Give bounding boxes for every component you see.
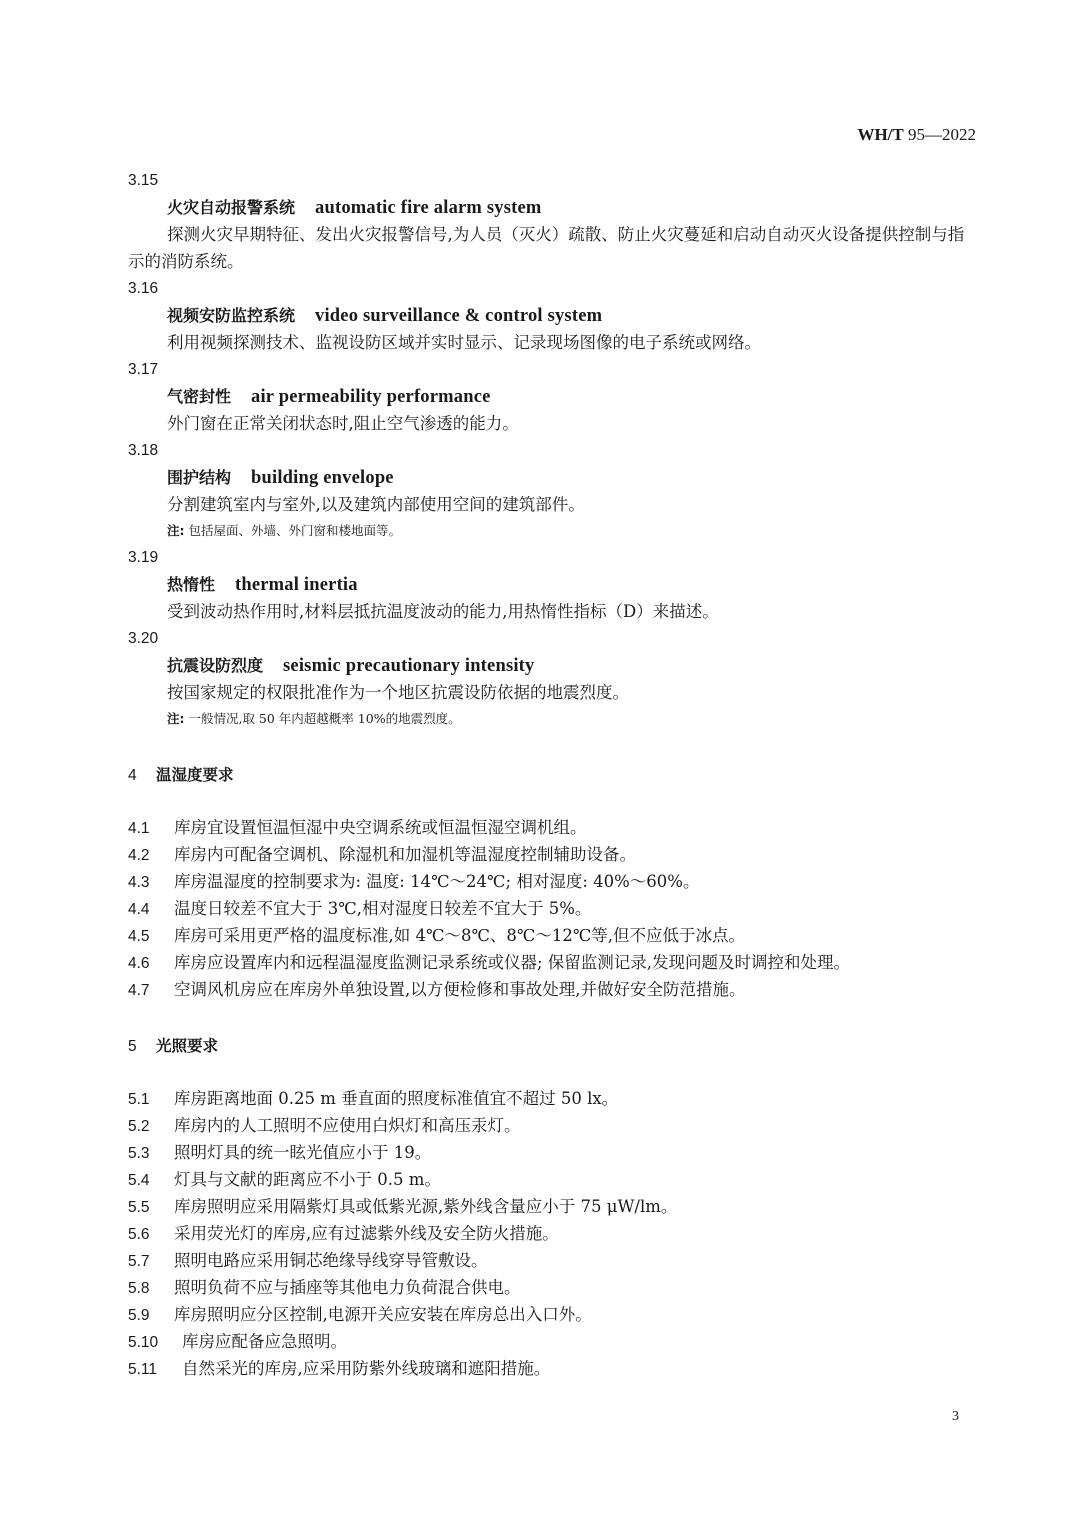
term-title-zh: 视频安防监控系统 bbox=[167, 306, 296, 325]
term-title-zh: 火灾自动报警系统 bbox=[167, 198, 296, 217]
clause-4-6 bbox=[128, 949, 980, 976]
clause-text: 库房宜设置恒温恒湿中央空调系统或恒温恒湿空调机组。 bbox=[174, 818, 587, 837]
page-number: 3 bbox=[952, 1409, 959, 1424]
term-title-en: automatic fire alarm system bbox=[315, 198, 542, 218]
clause-number: 4.2 bbox=[128, 847, 150, 864]
clause-text: 库房可采用更严格的温度标准,如 4℃～8℃、8℃～12℃等,但不应低于冰点。 bbox=[174, 926, 746, 945]
clause-number: 5.10 bbox=[128, 1334, 159, 1351]
clause-4-5 bbox=[128, 922, 980, 949]
term-entry bbox=[128, 356, 980, 437]
clause-number: 5.9 bbox=[128, 1307, 150, 1324]
clause-text: 库房内可配备空调机、除湿机和加湿机等温湿度控制辅助设备。 bbox=[174, 845, 636, 864]
clause-text: 采用荧光灯的库房,应有过滤紫外线及安全防火措施。 bbox=[174, 1224, 559, 1243]
term-definition: 外门窗在正常关闭状态时,阻止空气渗透的能力。 bbox=[167, 414, 519, 433]
clause-number: 4.4 bbox=[128, 901, 150, 918]
term-title-zh: 围护结构 bbox=[167, 468, 232, 487]
term-title-en: video surveillance & control system bbox=[315, 306, 603, 326]
section-heading-4 bbox=[128, 762, 980, 789]
document-body bbox=[128, 167, 980, 1382]
standard-prefix: WH/T bbox=[857, 125, 904, 144]
clause-text: 库房温湿度的控制要求为: 温度: 14℃～24℃; 相对湿度: 40%～60%。 bbox=[174, 872, 700, 891]
clause-5-6 bbox=[128, 1220, 980, 1247]
term-title bbox=[167, 571, 980, 598]
clause-4-4 bbox=[128, 895, 980, 922]
standard-number: 95—2022 bbox=[903, 125, 976, 144]
clause-4-1 bbox=[128, 814, 980, 841]
section-spacer bbox=[128, 789, 980, 814]
term-number: 3.20 bbox=[128, 630, 159, 647]
clause-5-11 bbox=[128, 1355, 980, 1382]
term-title-en: building envelope bbox=[251, 468, 394, 488]
clause-text: 温度日较差不宜大于 3℃,相对湿度日较差不宜大于 5%。 bbox=[174, 899, 592, 918]
section-spacer bbox=[128, 732, 980, 762]
clause-5-4 bbox=[128, 1166, 980, 1193]
clause-number: 5.7 bbox=[128, 1253, 150, 1270]
term-number: 3.18 bbox=[128, 442, 159, 459]
clause-number: 5.11 bbox=[128, 1361, 158, 1378]
clause-text: 照明灯具的统一眩光值应小于 19。 bbox=[174, 1143, 432, 1162]
term-title bbox=[167, 383, 980, 410]
term-definition: 受到波动热作用时,材料层抵抗温度波动的能力,用热惰性指标（D）来描述。 bbox=[167, 602, 719, 621]
clause-text: 自然采光的库房,应采用防紫外线玻璃和遮阳措施。 bbox=[182, 1359, 551, 1378]
term-number: 3.17 bbox=[128, 361, 159, 378]
clause-text: 灯具与文献的距离应不小于 0.5 m。 bbox=[174, 1170, 441, 1189]
clause-text: 库房应设置库内和远程温湿度监测记录系统或仪器; 保留监测记录,发现问题及时调控和处理。 bbox=[174, 953, 851, 972]
clause-number: 5.4 bbox=[128, 1172, 150, 1189]
note-label: 注: bbox=[167, 523, 185, 538]
term-note bbox=[167, 706, 980, 732]
term-note bbox=[167, 518, 980, 544]
clause-number: 5.6 bbox=[128, 1226, 150, 1243]
term-number: 3.19 bbox=[128, 549, 159, 566]
clause-number: 5.1 bbox=[128, 1091, 150, 1108]
clause-4-2 bbox=[128, 841, 980, 868]
section-title: 温湿度要求 bbox=[156, 766, 234, 784]
clause-number: 4.6 bbox=[128, 955, 150, 972]
term-title-en: thermal inertia bbox=[235, 575, 358, 595]
clause-5-5 bbox=[128, 1193, 980, 1220]
term-title bbox=[167, 464, 980, 491]
term-definition: 按国家规定的权限批准作为一个地区抗震设防依据的地震烈度。 bbox=[167, 683, 629, 702]
clause-5-10 bbox=[128, 1328, 980, 1355]
clause-number: 4.5 bbox=[128, 928, 150, 945]
note-label: 注: bbox=[167, 711, 185, 726]
section-spacer bbox=[128, 1003, 980, 1033]
clause-5-8 bbox=[128, 1274, 980, 1301]
clause-5-7 bbox=[128, 1247, 980, 1274]
section-number: 5 bbox=[128, 1038, 137, 1055]
term-entry bbox=[128, 167, 980, 275]
term-number: 3.15 bbox=[128, 172, 159, 189]
term-definition: 分割建筑室内与室外,以及建筑内部使用空间的建筑部件。 bbox=[167, 495, 585, 514]
clause-number: 5.8 bbox=[128, 1280, 150, 1297]
term-title bbox=[167, 194, 980, 221]
clause-number: 4.7 bbox=[128, 982, 150, 999]
term-title-zh: 热惰性 bbox=[167, 575, 216, 594]
clause-text: 照明负荷不应与插座等其他电力负荷混合供电。 bbox=[174, 1278, 521, 1297]
term-entry bbox=[128, 625, 980, 732]
term-number: 3.16 bbox=[128, 280, 159, 297]
term-title-zh: 气密封性 bbox=[167, 387, 232, 406]
note-text: 包括屋面、外墙、外门窗和楼地面等。 bbox=[188, 523, 401, 538]
note-text: 一般情况,取 50 年内超越概率 10%的地震烈度。 bbox=[188, 711, 461, 726]
clause-number: 5.3 bbox=[128, 1145, 150, 1162]
term-title-en: seismic precautionary intensity bbox=[283, 656, 535, 676]
clause-5-9 bbox=[128, 1301, 980, 1328]
term-title-en: air permeability performance bbox=[251, 387, 491, 407]
clause-number: 5.5 bbox=[128, 1199, 150, 1216]
section-number: 4 bbox=[128, 767, 137, 784]
section-spacer bbox=[128, 1060, 980, 1085]
clause-text: 库房照明应分区控制,电源开关应安装在库房总出入口外。 bbox=[174, 1305, 592, 1324]
clause-5-1 bbox=[128, 1085, 980, 1112]
term-entry bbox=[128, 437, 980, 544]
clause-4-7 bbox=[128, 976, 980, 1003]
clause-text: 库房内的人工照明不应使用白炽灯和高压汞灯。 bbox=[174, 1116, 521, 1135]
term-title bbox=[167, 302, 980, 329]
clause-text: 库房距离地面 0.25 m 垂直面的照度标准值宜不超过 50 lx。 bbox=[174, 1089, 619, 1108]
term-entry bbox=[128, 544, 980, 625]
clause-5-3 bbox=[128, 1139, 980, 1166]
term-title bbox=[167, 652, 980, 679]
term-definition: 利用视频探测技术、监视设防区域并实时显示、记录现场图像的电子系统或网络。 bbox=[167, 333, 761, 352]
standard-code bbox=[857, 125, 976, 145]
clause-number: 4.1 bbox=[128, 820, 150, 837]
clause-text: 空调风机房应在库房外单独设置,以方便检修和事故处理,并做好安全防范措施。 bbox=[174, 980, 746, 999]
clause-5-2 bbox=[128, 1112, 980, 1139]
clause-4-3 bbox=[128, 868, 980, 895]
section-heading-5 bbox=[128, 1033, 980, 1060]
clause-text: 库房照明应采用隔紫灯具或低紫光源,紫外线含量应小于 75 μW/lm。 bbox=[174, 1197, 678, 1216]
clause-text: 库房应配备应急照明。 bbox=[182, 1332, 347, 1351]
clause-number: 5.2 bbox=[128, 1118, 150, 1135]
clause-text: 照明电路应采用铜芯绝缘导线穿导管敷设。 bbox=[174, 1251, 488, 1270]
section-title: 光照要求 bbox=[156, 1037, 219, 1055]
term-title-zh: 抗震设防烈度 bbox=[167, 656, 264, 675]
term-definition: 探测火灾早期特征、发出火灾报警信号,为人员（灭火）疏散、防止火灾蔓延和启动自动灭火设备提供控制与指示的消防系统。 bbox=[128, 225, 965, 271]
term-entry bbox=[128, 275, 980, 356]
clause-number: 4.3 bbox=[128, 874, 150, 891]
